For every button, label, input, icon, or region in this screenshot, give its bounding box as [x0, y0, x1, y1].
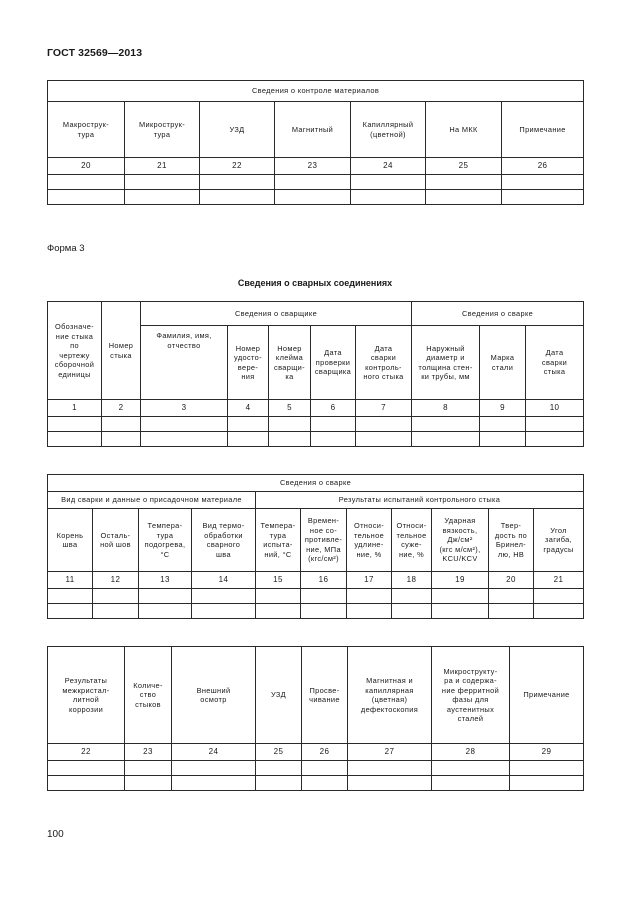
column-number: 21	[125, 158, 200, 175]
column-header: Количе- ство стыков	[125, 647, 172, 744]
column-header: УЗД	[200, 102, 275, 158]
column-number: 6	[311, 400, 356, 417]
form-title: Сведения о сварных соединениях	[237, 278, 393, 288]
column-number: 28	[432, 744, 510, 761]
document-code: ГОСТ 32569—2013	[47, 47, 143, 59]
empty-row	[48, 589, 584, 604]
column-number: 22	[48, 744, 125, 761]
column-header: Вид термо- обработки сварного шва	[192, 509, 256, 572]
column-number: 18	[392, 572, 432, 589]
column-number: 26	[302, 744, 348, 761]
column-header: Ударная вязкость, Дж/см² (кгс м/см²), KCU/KCV	[432, 509, 489, 572]
page-number: 100	[47, 829, 64, 840]
column-number: 26	[502, 158, 584, 175]
empty-row	[48, 604, 584, 619]
column-number: 19	[432, 572, 489, 589]
column-number: 12	[93, 572, 139, 589]
group-header: Результаты испытаний контрольного стыка	[256, 492, 584, 509]
column-header: Дата сварки контроль- ного стыка	[356, 326, 412, 400]
column-header: Корень шва	[48, 509, 93, 572]
column-header: Наружный диаметр и толщина стен- ки трубы, мм	[412, 326, 480, 400]
empty-row	[48, 175, 584, 190]
column-number: 10	[526, 400, 584, 417]
column-number: 1	[48, 400, 102, 417]
column-number: 5	[269, 400, 311, 417]
column-header: Макрострук- тура	[48, 102, 125, 158]
column-number: 3	[141, 400, 228, 417]
column-number: 23	[275, 158, 351, 175]
column-number: 2	[102, 400, 141, 417]
column-number: 25	[426, 158, 502, 175]
column-header: Примечание	[510, 647, 584, 744]
column-header: Марка стали	[480, 326, 526, 400]
column-header: Обозначе- ние стыка по чертежу сборочной единицы	[48, 302, 102, 400]
column-number: 29	[510, 744, 584, 761]
empty-row	[48, 432, 584, 447]
column-header: Магнитная и капиллярная (цветная) дефектоскопия	[348, 647, 432, 744]
table-caption: Сведения о сварке	[48, 475, 584, 492]
group-header: Сведения о сварке	[412, 302, 584, 326]
column-header: УЗД	[256, 647, 302, 744]
column-number: 7	[356, 400, 412, 417]
column-header: Темпера- тура подогрева, °С	[139, 509, 192, 572]
column-number: 17	[347, 572, 392, 589]
column-header: Темпера- тура испыта- ний, °С	[256, 509, 301, 572]
column-header: Капиллярный (цветной)	[351, 102, 426, 158]
column-header: Внешний осмотр	[172, 647, 256, 744]
empty-row	[48, 776, 584, 791]
column-number: 9	[480, 400, 526, 417]
column-number: 27	[348, 744, 432, 761]
column-header: Твер- дость по Бринел- лю, НВ	[489, 509, 534, 572]
table-caption: Сведения о контроле материалов	[48, 81, 584, 102]
column-number: 24	[351, 158, 426, 175]
column-header: Времен- ное со- противле- ние, МПа (кгс/см²)	[301, 509, 347, 572]
column-number: 8	[412, 400, 480, 417]
column-number: 11	[48, 572, 93, 589]
column-header: Магнитный	[275, 102, 351, 158]
empty-row	[48, 761, 584, 776]
column-number: 16	[301, 572, 347, 589]
group-header: Вид сварки и данные о присадочном материале	[48, 492, 256, 509]
column-header: Номер клейма сварщи- ка	[269, 326, 311, 400]
column-header: Микрострук- тура	[125, 102, 200, 158]
empty-row	[48, 417, 584, 432]
column-header: Примечание	[502, 102, 584, 158]
column-number: 14	[192, 572, 256, 589]
column-header: Номер стыка	[102, 302, 141, 400]
column-header: Угол загиба, градусы	[534, 509, 584, 572]
empty-row	[48, 190, 584, 205]
column-number: 15	[256, 572, 301, 589]
column-number: 4	[228, 400, 269, 417]
column-number: 20	[48, 158, 125, 175]
column-header: Микрострукту- ра и содержа- ние ферритной фазы для аустенитных сталей	[432, 647, 510, 744]
weld-joints-table	[47, 301, 584, 447]
inspection-results-table	[47, 646, 584, 791]
form-label: Форма 3	[47, 243, 85, 254]
column-header: Фамилия, имя, отчество	[141, 326, 228, 400]
column-number: 13	[139, 572, 192, 589]
column-number: 20	[489, 572, 534, 589]
column-number: 23	[125, 744, 172, 761]
group-header: Сведения о сварщике	[141, 302, 412, 326]
materials-control-table	[47, 80, 584, 205]
column-number: 25	[256, 744, 302, 761]
column-header: Номер удосто- вере- ния	[228, 326, 269, 400]
column-header: Результаты межкристал- литной коррозии	[48, 647, 125, 744]
column-header: Просве- чивание	[302, 647, 348, 744]
column-header: На МКК	[426, 102, 502, 158]
column-header: Осталь- ной шов	[93, 509, 139, 572]
column-number: 21	[534, 572, 584, 589]
column-number: 22	[200, 158, 275, 175]
column-header: Относи- тельное суже- ние, %	[392, 509, 432, 572]
column-header: Дата проверки сварщика	[311, 326, 356, 400]
column-header: Относи- тельное удлине- ние, %	[347, 509, 392, 572]
column-header: Дата сварки стыка	[526, 326, 584, 400]
column-number: 24	[172, 744, 256, 761]
welding-tests-table	[47, 474, 584, 619]
